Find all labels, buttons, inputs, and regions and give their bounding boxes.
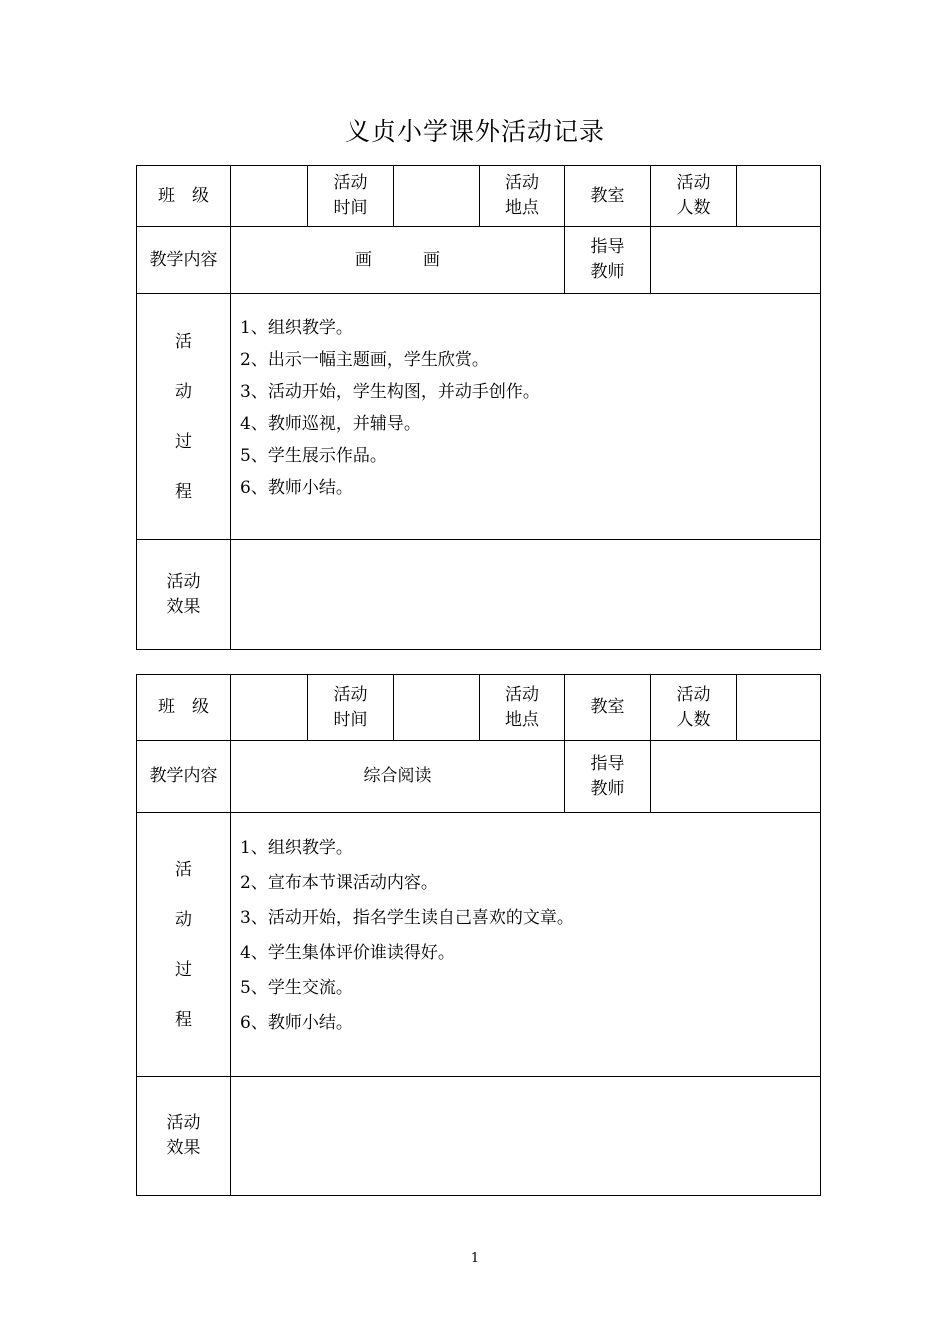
- activity-record-table-1: [136, 165, 821, 650]
- process-label: 活 动 过 程: [137, 813, 231, 1077]
- class-label: 班 级: [137, 675, 231, 741]
- effect-value[interactable]: [231, 540, 821, 650]
- count-value[interactable]: [737, 675, 821, 741]
- count-label: 活动 人数: [651, 166, 737, 227]
- room-label: 教室: [565, 675, 651, 741]
- teacher-value[interactable]: [651, 227, 821, 294]
- content-value: 画 画: [231, 227, 565, 294]
- time-value[interactable]: [394, 675, 480, 741]
- activity-record-table-2: [136, 674, 821, 1196]
- content-label: 教学内容: [137, 227, 231, 294]
- class-label: 班 级: [137, 166, 231, 227]
- process-steps: [231, 294, 821, 540]
- step-item: 1、组织教学。: [240, 318, 353, 338]
- step-item: 1、组织教学。: [240, 838, 353, 858]
- count-value[interactable]: [737, 166, 821, 227]
- effect-label: 活动 效果: [137, 1077, 231, 1196]
- room-label: 教室: [565, 166, 651, 227]
- process-label: 活 动 过 程: [137, 294, 231, 540]
- place-label: 活动 地点: [480, 675, 565, 741]
- step-item: 4、学生集体评价谁读得好。: [240, 943, 455, 963]
- count-label: 活动 人数: [651, 675, 737, 741]
- step-item: 2、宣布本节课活动内容。: [240, 873, 438, 893]
- effect-label: 活动 效果: [137, 540, 231, 650]
- step-item: 6、教师小结。: [240, 478, 353, 498]
- step-item: 6、教师小结。: [240, 1013, 353, 1033]
- content-label: 教学内容: [137, 741, 231, 813]
- step-item: 2、出示一幅主题画，学生欣赏。: [240, 350, 489, 370]
- page-number: 1: [470, 1251, 480, 1266]
- class-value[interactable]: [231, 166, 308, 227]
- content-value: 综合阅读: [231, 741, 565, 813]
- time-value[interactable]: [394, 166, 480, 227]
- step-item: 3、活动开始，学生构图，并动手创作。: [240, 382, 540, 402]
- teacher-label: 指导 教师: [565, 741, 651, 813]
- step-item: 5、学生展示作品。: [240, 446, 387, 466]
- page-title: 义贞小学课外活动记录: [344, 117, 605, 146]
- place-label: 活动 地点: [480, 166, 565, 227]
- process-steps: [231, 813, 821, 1077]
- class-value[interactable]: [231, 675, 308, 741]
- teacher-value[interactable]: [651, 741, 821, 813]
- teacher-label: 指导 教师: [565, 227, 651, 294]
- step-item: 5、学生交流。: [240, 978, 353, 998]
- effect-value[interactable]: [231, 1077, 821, 1196]
- step-item: 3、活动开始，指名学生读自己喜欢的文章。: [240, 908, 574, 928]
- time-label: 活动 时间: [308, 166, 394, 227]
- time-label: 活动 时间: [308, 675, 394, 741]
- step-item: 4、教师巡视，并辅导。: [240, 414, 421, 434]
